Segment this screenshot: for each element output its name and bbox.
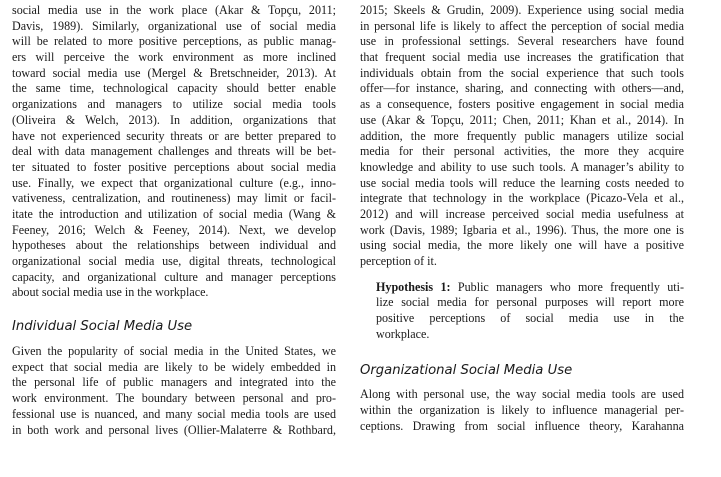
text-line: fessional use is nuanced, and many social media tools are used [12,406,336,421]
text-line: media for their personal activities, the more they acquire [360,144,684,159]
text-line: use (Akar & Topçu, 2011; Chen, 2011; Khan et al., 2014). In [360,112,684,127]
left-column [12,3,336,438]
text-line: workplace. [376,326,430,341]
text-line: toward social media use (Mergel & Bretschneider, 2013). At [12,65,336,80]
text-line: the same time, technological capacity should better enable [12,81,336,96]
text-line: (Oliveira & Welch, 2013). In addition, organizations that [12,112,336,127]
text-line: that frequent social media use increases the gratification that [360,50,684,65]
section-heading-organizational: Organizational Social Media Use [360,363,573,379]
text-line: use. Finally, we expect that organizational culture (e.g., inno- [12,175,336,190]
text-line: deal with data management challenges and threats will be bet- [12,144,336,159]
text-line: lize social media for personal purposes will report more [376,295,684,310]
text-line: knowledge and ability to use such tools. A manager’s ability to [360,159,684,174]
left-paragraph-2 [12,344,336,438]
hypothesis-first-line [376,280,684,296]
text-line: will be related to more positive perceptions, as public manag- [12,34,336,49]
text-line: capacity, and organizational culture and manager perceptions [12,269,336,284]
text-line: addition, the more frequently public managers utilize social [360,128,684,143]
text-line: ceptions. Drawing from social influence theory, Karahanna [360,418,684,433]
text-line: vativeness, centralization, and routineness) may limit or facil- [12,191,336,206]
right-paragraph-2 [360,387,684,434]
text-line: within the organization is likely to influence managerial per- [360,403,684,418]
text-line: 2012) and will increase perceived social media usefulness at [360,206,684,221]
text-line: individuals obtain from the social experience that such tools [360,65,684,80]
text-line: work (Davis, 1989; Igbaria et al., 1996). Thus, the more one is [360,222,684,237]
hypothesis-label: Hypothesis 1: [376,279,451,294]
text-line: using social media, the more likely one will have a positive [360,238,684,253]
text-line: in personal life is likely to affect the perception of social media [360,18,684,33]
text-line: the personal life of public managers and integrated into the [12,375,336,390]
text-line: Feeney, 2016; Welch & Feeney, 2014). Next, we develop [12,222,336,237]
text-line: ers will perceive the work environment as more inclined [12,50,336,65]
text-line: hypotheses about the relationships between individual and [12,238,336,253]
text-line: have not experienced security threats or are better prepared to [12,128,336,143]
text-line: perception of it. [360,254,437,268]
text-line: social media use in the work place (Akar & Topçu, 2011; [12,3,336,17]
text-line: about social media use in the workplace. [12,285,209,300]
text-line: ter situated to foster positive perceptions about social media [12,159,336,174]
right-column [360,3,684,435]
section-heading-individual: Individual Social Media Use [12,319,193,335]
text-line: use social media tools will reduce the learning costs needed to [360,175,684,190]
right-paragraph-1 [360,3,684,270]
text-line: work environment. The boundary between personal and pro- [12,391,336,406]
text-line: as a consequence, fosters positive engagement in social media [360,97,684,112]
text-line: itate the introduction and utilization of social media (Wang & [12,206,336,221]
text-line: offer—for instance, sharing, and connecting with others—and, [360,81,684,96]
text-line: expect that social media are likely to be widely embedded in [12,359,336,374]
text-line: Along with personal use, the way social media tools are used [360,387,684,402]
text-line: positive perceptions of social media use in the [376,311,684,326]
left-paragraph-1 [12,3,336,301]
text-line: use in professional settings. Several researchers have found [360,34,684,49]
text-line: organizational social media use, digital threats, technological [12,254,336,268]
text-line: 2015; Skeels & Grudin, 2009). Experience using social media [360,3,684,17]
hypothesis-1-block [376,280,684,343]
text-line: organizations and managers to utilize social media tools [12,97,336,112]
text-line: in both work and personal lives (Ollier-Malaterre & Rothbard, [12,422,336,437]
text-line: Davis, 1989). Similarly, organizational use of social media [12,18,336,33]
text-line: Given the popularity of social media in the United States, we [12,344,336,359]
hypothesis-first-line-text: Public managers who more frequently uti- [450,279,685,294]
text-line: integrate that technology in the workplace (Picazo-Vela et al., [360,191,684,206]
